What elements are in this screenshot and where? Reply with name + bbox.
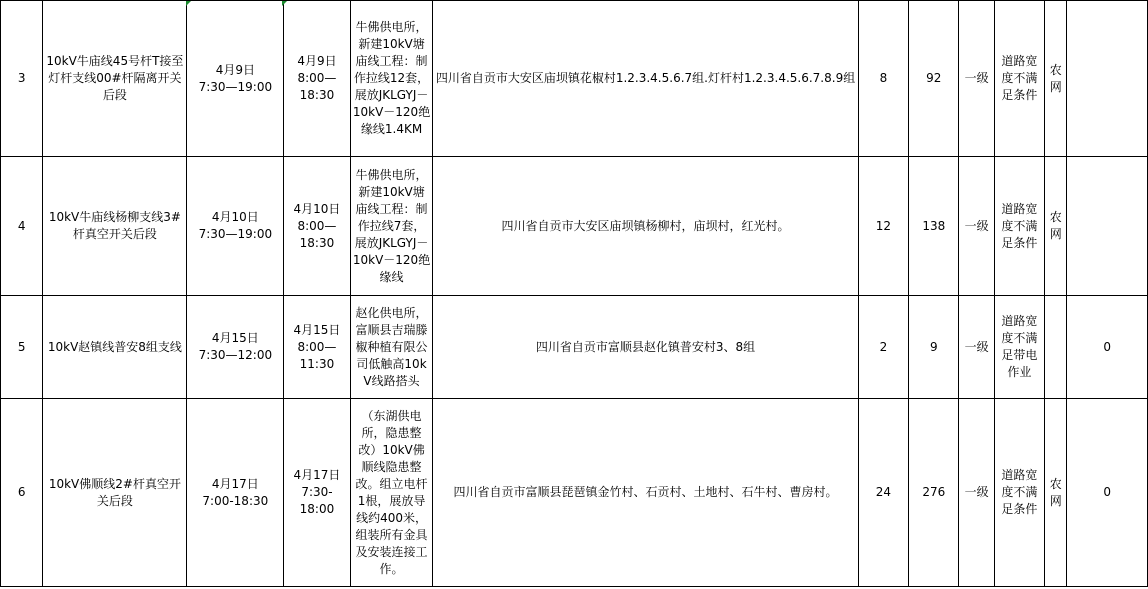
cell-grid-type[interactable]: 农网 [1045,157,1067,296]
cell-outage-time[interactable]: 4月10日 7:30—19:00 [187,157,284,296]
table-row [1,1,1148,157]
cell-affected-area[interactable]: 四川省自贡市大安区庙坝镇花椒村1.2.3.4.5.6.7组.灯杆村1.2.3.4.5.6.7.8.9组 [433,1,858,157]
cell-reason[interactable]: 道路宽度不满足条件 [994,1,1044,157]
cell-count-2[interactable]: 9 [909,296,959,399]
cell-reason[interactable]: 道路宽度不满足条件 [994,399,1044,587]
table-row [1,399,1148,587]
cell-work-time[interactable]: 4月17日 7:30- 18:00 [284,399,351,587]
cell-line-name[interactable]: 10kV赵镇线普安8组支线 [43,296,187,399]
cell-count-2[interactable]: 276 [909,399,959,587]
cell-affected-area[interactable]: 四川省自贡市富顺县琵琶镇金竹村、石贡村、土地村、石牛村、曹房村。 [433,399,858,587]
table-row [1,157,1148,296]
cell-affected-area[interactable]: 四川省自贡市富顺县赵化镇普安村3、8组 [433,296,858,399]
cell-count-1[interactable]: 8 [858,1,908,157]
cell-work-content[interactable]: 赵化供电所，富顺县吉瑞滕椒种植有限公司低触高10kV线路搭头 [350,296,433,399]
cell-level[interactable]: 一级 [959,157,994,296]
cell-reason[interactable]: 道路宽度不满足条件 [994,157,1044,296]
cell-note-marker [282,1,287,6]
cell-level[interactable]: 一级 [959,296,994,399]
cell-outage-time[interactable]: 4月9日 7:30—19:00 [187,1,284,157]
cell-line-name[interactable]: 10kV牛庙线45号杆T接至灯杆支线00#杆隔离开关后段 [43,1,187,157]
cell-note-marker [186,1,191,6]
cell-outage-time[interactable]: 4月17日 7:00-18:30 [187,399,284,587]
table-row [1,296,1148,399]
cell-work-content[interactable]: （东湖供电所，隐患整改）10kV佛顺线隐患整改。组立电杆1根，展放导线约400米，组装所有金具及安装连接工作。 [350,399,433,587]
cell-grid-type[interactable]: 农网 [1045,1,1067,157]
cell-work-content[interactable]: 牛佛供电所，新建10kV塘庙线工程：制作拉线7套，展放JKLGYJ－10kV－120绝缘线 [350,157,433,296]
cell-extra[interactable] [1067,157,1148,296]
cell-index[interactable]: 3 [1,1,43,157]
cell-count-1[interactable]: 12 [858,157,908,296]
cell-work-time[interactable]: 4月15日 8:00— 11:30 [284,296,351,399]
cell-extra[interactable] [1067,1,1148,157]
cell-count-2[interactable]: 138 [909,157,959,296]
cell-work-time[interactable]: 4月9日 8:00— 18:30 [284,1,351,157]
cell-count-2[interactable]: 92 [909,1,959,157]
cell-index[interactable]: 6 [1,399,43,587]
cell-affected-area[interactable]: 四川省自贡市大安区庙坝镇杨柳村，庙坝村，红光村。 [433,157,858,296]
cell-work-time[interactable]: 4月10日 8:00— 18:30 [284,157,351,296]
cell-line-name[interactable]: 10kV佛顺线2#杆真空开关后段 [43,399,187,587]
cell-extra[interactable]: 0 [1067,399,1148,587]
cell-grid-type[interactable]: 农网 [1045,399,1067,587]
cell-work-content[interactable]: 牛佛供电所，新建10kV塘庙线工程：制作拉线12套，展放JKLGYJ－10kV－120绝缘线1.4KM [350,1,433,157]
cell-count-1[interactable]: 24 [858,399,908,587]
cell-outage-time[interactable]: 4月15日 7:30—12:00 [187,296,284,399]
cell-line-name[interactable]: 10kV牛庙线杨柳支线3#杆真空开关后段 [43,157,187,296]
cell-extra[interactable]: 0 [1067,296,1148,399]
cell-count-1[interactable]: 2 [858,296,908,399]
cell-reason[interactable]: 道路宽度不满足带电作业 [994,296,1044,399]
cell-index[interactable]: 5 [1,296,43,399]
cell-grid-type[interactable] [1045,296,1067,399]
cell-level[interactable]: 一级 [959,1,994,157]
cell-level[interactable]: 一级 [959,399,994,587]
cell-index[interactable]: 4 [1,157,43,296]
